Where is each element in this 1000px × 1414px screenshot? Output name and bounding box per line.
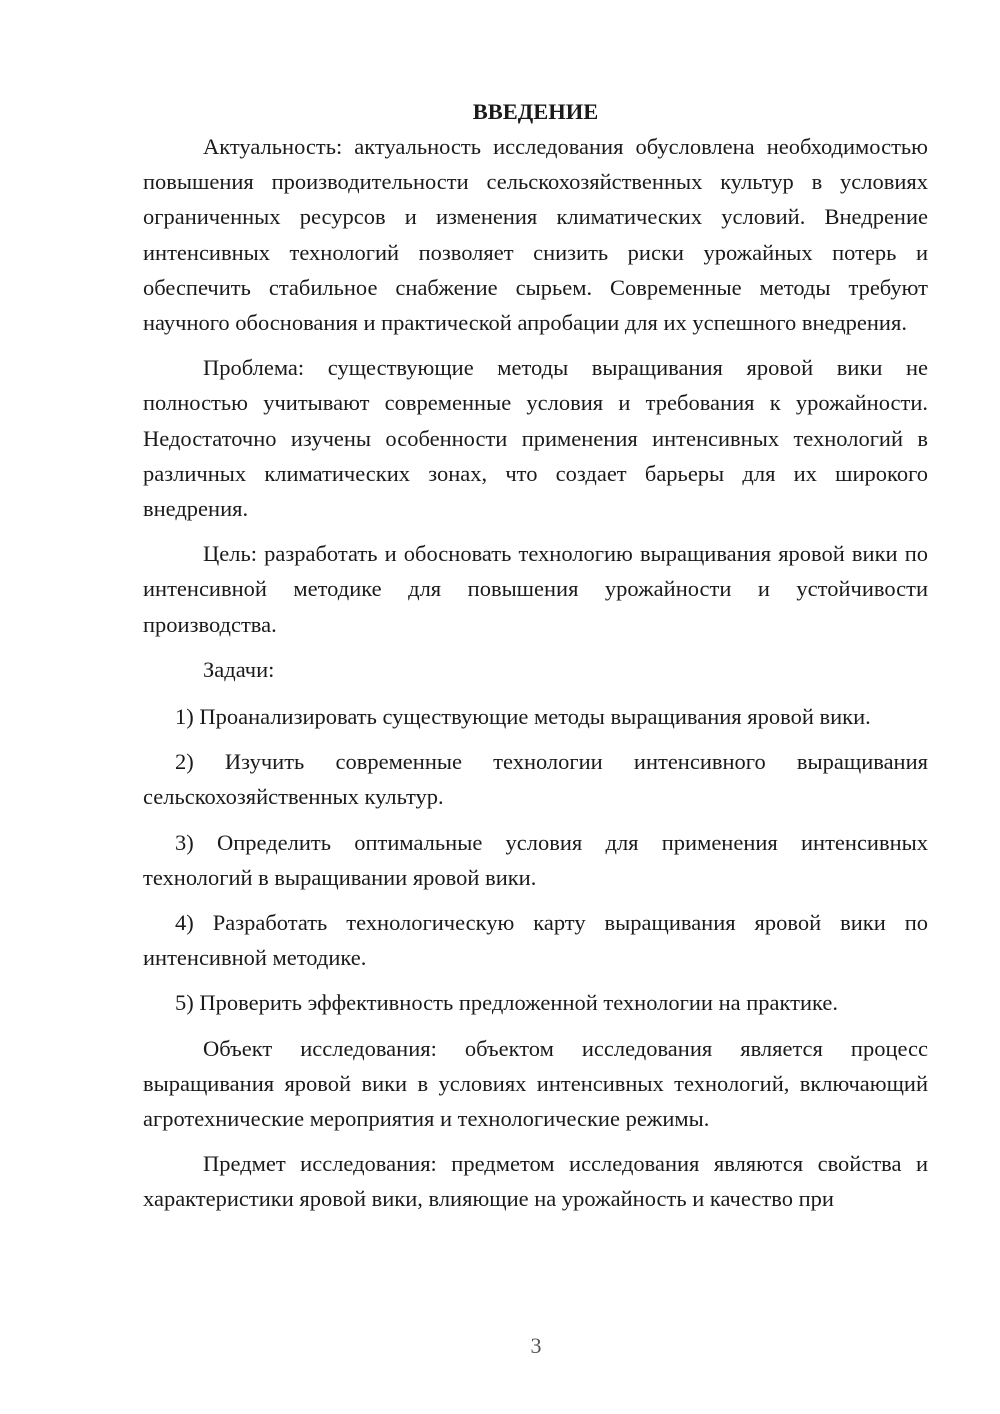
- task-item: 5) Проверить эффективность предложенной технологии на практике.: [175, 990, 839, 1016]
- document-body: [143, 94, 928, 1227]
- page-title: ВВЕДЕНИЕ: [472, 99, 599, 124]
- object-paragraph: Объект исследования: объектом исследования является процесс выращивания яровой вики в условиях интенсивных технологий, включающий агротехнические мероприятия и технологические режимы.: [143, 1035, 928, 1132]
- goal-paragraph: Цель: разработать и обосновать технологию выращивания яровой вики по интенсивной методике для повышения урожайности и устойчивости производства.: [143, 541, 928, 637]
- task-item: 3) Определить оптимальные условия для применения интенсивных технологий в выращивании яровой вики.: [143, 829, 928, 890]
- page-number: 3: [530, 1333, 542, 1358]
- task-item: 4) Разработать технологическую карту выращивания яровой вики по интенсивной методике.: [143, 910, 928, 971]
- problem-paragraph: Проблема: существующие методы выращивания яровой вики не полностью учитывают современные условия и требования к урожайности. Недостаточно изучены особенности применения интенсивных технологий в различных климатических зонах, что создает барьеры для их широкого внедрения.: [143, 355, 928, 522]
- tasks-heading: Задачи:: [203, 656, 275, 682]
- subject-paragraph: Предмет исследования: предметом исследования являются свойства и характеристики яровой вики, влияющие на урожайность и качество при: [143, 1151, 928, 1212]
- relevance-paragraph: Актуальность: актуальность исследования обусловлена необходимостью повышения производительности сельскохозяйственных культур в условиях ограниченных ресурсов и изменения климатических условий. Внедрение интенсивных технологий позволяет снизить риски урожайных потерь и обеспечить стабильное снабжение сырьем. Современные методы требуют научного обоснования и практической апробации для их успешного внедрения.: [143, 134, 928, 336]
- task-item: 2) Изучить современные технологии интенсивного выращивания сельскохозяйственных культур.: [143, 749, 928, 810]
- task-item: 1) Проанализировать существующие методы выращивания яровой вики.: [175, 704, 871, 730]
